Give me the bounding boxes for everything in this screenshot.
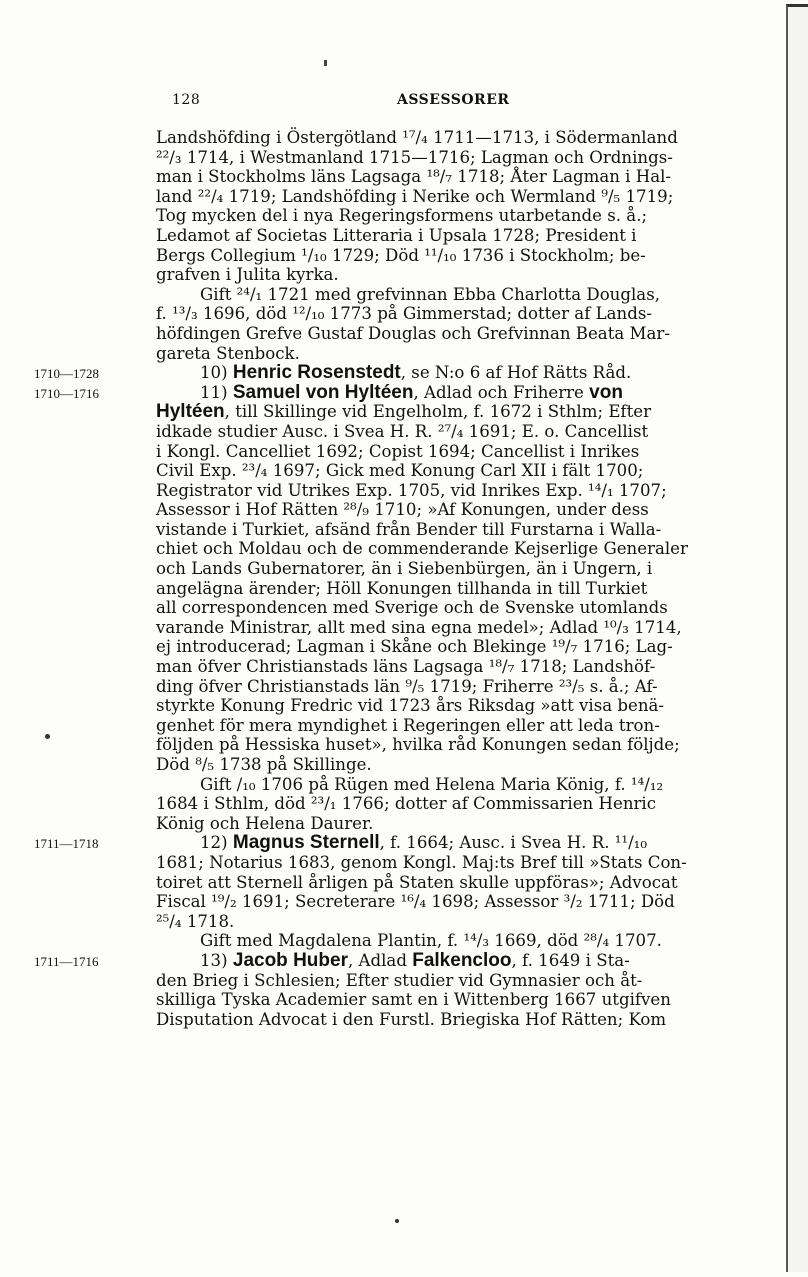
text-run: följden på Hessiska huset», hvilka råd Konungen sedan följde; [156, 735, 680, 755]
text-run: angelägna ärender; Höll Konungen tillhanda in till Turkiet [156, 578, 648, 598]
line-text [156, 265, 339, 285]
text-run: chiet och Moldau och de commenderande Kejserlige Generaler [156, 539, 688, 559]
line-text [156, 794, 656, 814]
person-name: Falkencloo [412, 949, 512, 971]
text-line [156, 226, 771, 246]
text-run: König och Helena Daurer. [156, 813, 374, 833]
text-run: varande Ministrar, allt med sina egna medel»; Adlad ¹⁰/₃ 1714, [156, 617, 682, 637]
line-text [156, 1010, 666, 1030]
line-text [200, 363, 631, 383]
text-run: styrkte Konung Fredric vid 1723 års Riksdag »att visa benä- [156, 696, 665, 716]
text-line [156, 990, 771, 1010]
margin-date: 1711—1718 [34, 836, 99, 852]
text-run: , till Skillinge vid Engelholm, f. 1672 i Sthlm; Efter [224, 402, 651, 422]
text-line [156, 716, 771, 736]
text-run: ²⁵/₄ 1718. [156, 911, 235, 931]
text-run: den Brieg i Schlesien; Efter studier vid Gymnasier och åt- [156, 970, 643, 990]
text-line [156, 794, 771, 814]
text-line [156, 344, 771, 364]
entry-number: 10) [200, 363, 233, 383]
text-line [156, 304, 771, 324]
line-text [156, 148, 673, 168]
text-line [156, 461, 771, 481]
text-run: land ²²/₄ 1719; Landshöfding i Nerike och Wermland ⁹/₅ 1719; [156, 186, 674, 206]
text-line [156, 696, 771, 716]
line-text [200, 285, 660, 305]
text-line [156, 892, 771, 912]
line-text [156, 853, 687, 873]
text-line [156, 912, 771, 932]
text-run: och Lands Gubernatorer, än i Siebenbürgen, än i Ungern, i [156, 559, 653, 579]
line-text [156, 167, 671, 187]
text-run: ej introducerad; Lagman i Skåne och Blekinge ¹⁹/₇ 1716; Lag- [156, 637, 673, 657]
line-text [156, 246, 646, 266]
text-line [156, 559, 771, 579]
line-text [200, 833, 647, 853]
text-line [156, 814, 771, 834]
person-name: Henric Rosenstedt [232, 362, 401, 384]
line-text [156, 971, 642, 991]
text-run: Civil Exp. ²³/₄ 1697; Gick med Konung Carl XII i fält 1700; [156, 461, 644, 481]
line-text [156, 618, 682, 638]
line-text [156, 187, 673, 207]
ink-mark [395, 1219, 399, 1223]
text-line [156, 520, 771, 540]
text-line [156, 148, 771, 168]
text-line [156, 265, 771, 285]
text-run: toiret att Sternell årligen på Staten skulle uppföras»; Advocat [156, 872, 678, 892]
text-run: , f. 1649 i Sta- [511, 950, 630, 970]
text-line [156, 873, 771, 893]
running-head: ASSESSORER [397, 92, 510, 108]
line-text [200, 383, 623, 403]
text-line [156, 422, 771, 442]
text-run: Bergs Collegium ¹/₁₀ 1729; Död ¹¹/₁₀ 1736 i Stockholm; be- [156, 245, 646, 265]
text-line [156, 931, 771, 951]
text-line [34, 949, 771, 971]
text-run: , Adlad och Friherre [413, 382, 590, 402]
text-line [156, 500, 771, 520]
text-line [156, 618, 771, 638]
text-run: grafven i Julita kyrka. [156, 265, 339, 285]
line-text [156, 990, 671, 1010]
text-line [156, 775, 771, 795]
entry-number: 13) [200, 950, 233, 970]
line-text [156, 814, 373, 834]
line-text [156, 481, 667, 501]
text-run: all correspondencen med Sverige och de Svenske utomlands [156, 598, 668, 618]
ink-mark [324, 60, 327, 66]
text-line [156, 598, 771, 618]
text-run: gareta Stenbock. [156, 343, 300, 363]
text-run: skilliga Tyska Academier samt en i Wittenberg 1667 utgifven [156, 990, 671, 1010]
ink-mark [45, 734, 50, 739]
text-line [34, 381, 771, 403]
line-text [156, 324, 670, 344]
text-run: vistande i Turkiet, afsänd från Bender till Furstarna i Walla- [156, 519, 662, 539]
entry-number: 12) [200, 833, 233, 853]
line-text [156, 461, 643, 481]
text-run: genhet för mera myndighet i Regeringen eller att leda tron- [156, 715, 660, 735]
line-text [156, 735, 680, 755]
text-line [156, 735, 771, 755]
line-text [156, 892, 675, 912]
text-run: Tog mycken del i nya Regeringsformens utarbetande s. å.; [156, 206, 648, 226]
text-line [156, 187, 771, 207]
text-run: , se N:o 6 af Hof Rätts Råd. [400, 363, 632, 383]
text-run: Gift ²⁴/₁ 1721 med grefvinnan Ebba Charlotta Douglas, [200, 284, 660, 304]
page-edge [786, 4, 808, 1272]
line-text [156, 696, 664, 716]
text-run: Död ⁸/₅ 1738 på Skillinge. [156, 755, 372, 774]
text-line [156, 128, 771, 148]
line-text [156, 539, 688, 559]
line-text [156, 344, 300, 364]
person-name: Magnus Sternell [232, 832, 380, 854]
page-number: 128 [172, 92, 201, 108]
line-text [200, 775, 663, 795]
text-run: ²²/₃ 1714, i Westmanland 1715—1716; Lagman och Ordnings- [156, 147, 673, 167]
text-line [156, 579, 771, 599]
text-run: 1681; Notarius 1683, genom Kongl. Maj:ts Bref till »Stats Con- [156, 852, 687, 872]
margin-date: 1710—1716 [34, 385, 99, 401]
text-line [156, 442, 771, 462]
line-text [156, 716, 660, 736]
line-text [156, 755, 372, 775]
text-line [156, 539, 771, 559]
text-run: ding öfver Christianstads län ⁹/₅ 1719; Friherre ²³/₅ s. å.; Af- [156, 676, 658, 696]
line-text [200, 931, 662, 951]
line-text [156, 637, 673, 657]
page-header [0, 92, 808, 112]
line-text [156, 873, 678, 893]
line-text [156, 226, 636, 246]
line-text [156, 422, 648, 442]
document-body [34, 128, 771, 1029]
text-run: Ledamot af Societas Litteraria i Upsala 1728; President i [156, 225, 637, 245]
text-run: Fiscal ¹⁹/₂ 1691; Secreterare ¹⁶/₄ 1698; Assessor ³/₂ 1711; Död [156, 892, 675, 912]
text-run: , Adlad [347, 950, 413, 970]
text-line [156, 402, 771, 422]
line-text [156, 677, 658, 697]
text-line [156, 324, 771, 344]
line-text [156, 559, 652, 579]
line-text [156, 304, 652, 324]
text-run: höfdingen Grefve Gustaf Douglas och Grefvinnan Beata Mar- [156, 323, 670, 343]
text-line [156, 246, 771, 266]
text-run: Landshöfding i Östergötland ¹⁷/₄ 1711—1713, i Södermanland [156, 128, 678, 147]
line-text [156, 402, 651, 422]
person-name: Hyltéen [156, 401, 225, 423]
text-run: Disputation Advocat i den Furstl. Briegiska Hof Rätten; Kom [156, 1009, 667, 1029]
text-run: idkade studier Ausc. i Svea H. R. ²⁷/₄ 1691; E. o. Cancellist [156, 421, 649, 441]
line-text [156, 579, 647, 599]
text-line [156, 853, 771, 873]
text-line [156, 657, 771, 677]
text-line [156, 167, 771, 187]
line-text [156, 598, 668, 618]
line-text [156, 206, 647, 226]
text-run: , f. 1664; Ausc. i Svea H. R. ¹¹/₁₀ [379, 833, 647, 853]
text-run: Assessor i Hof Rätten ²⁸/₉ 1710; »Af Konungen, under dess [156, 500, 649, 520]
margin-date: 1711—1716 [34, 953, 99, 969]
text-run: Gift med Magdalena Plantin, f. ¹⁴/₃ 1669, död ²⁸/₄ 1707. [200, 931, 662, 951]
text-run: Gift /₁₀ 1706 på Rügen med Helena Maria König, f. ¹⁴/₁₂ [200, 774, 664, 794]
person-name: von [589, 381, 623, 403]
line-text [156, 128, 678, 148]
text-run: Registrator vid Utrikes Exp. 1705, vid Inrikes Exp. ¹⁴/₁ 1707; [156, 480, 667, 500]
text-line [156, 677, 771, 697]
line-text [156, 657, 655, 677]
text-line [156, 637, 771, 657]
text-line [156, 1010, 771, 1030]
line-text [200, 951, 630, 971]
text-run: 1684 i Sthlm, död ²³/₁ 1766; dotter af Commissarien Henric [156, 794, 657, 814]
text-line [156, 285, 771, 305]
text-run: man i Stockholms läns Lagsaga ¹⁸/₇ 1718; Åter Lagman i Hal- [156, 167, 672, 187]
line-text [156, 520, 661, 540]
text-line [156, 755, 771, 775]
text-line [156, 971, 771, 991]
text-line [156, 481, 771, 501]
text-run: i Kongl. Cancelliet 1692; Copist 1694; Cancellist i Inrikes [156, 441, 640, 461]
person-name: Samuel von Hyltéen [232, 381, 414, 403]
margin-date: 1710—1728 [34, 366, 99, 382]
text-run: f. ¹³/₃ 1696, död ¹²/₁₀ 1773 på Gimmerstad; dotter af Lands- [156, 304, 652, 324]
person-name: Jacob Huber [232, 949, 348, 971]
text-line [156, 206, 771, 226]
line-text [156, 500, 649, 520]
entry-number: 11) [200, 382, 233, 402]
text-line [34, 832, 771, 854]
line-text [156, 442, 639, 462]
text-run: man öfver Christianstads läns Lagsaga ¹⁸/₇ 1718; Landshöf- [156, 657, 656, 677]
text-line [34, 362, 771, 384]
line-text [156, 912, 234, 932]
